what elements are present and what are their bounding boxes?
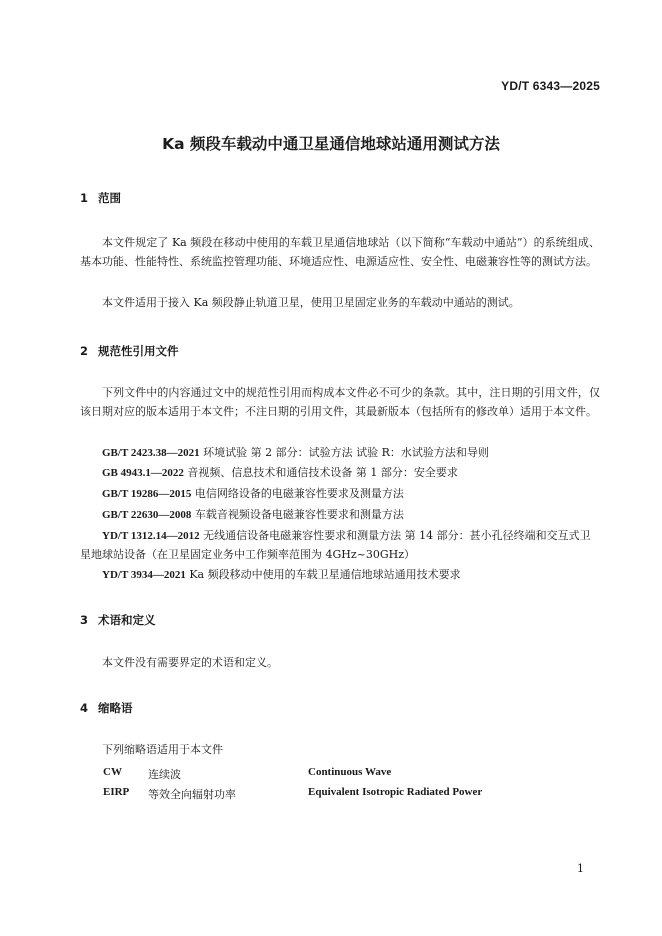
page-number: 1: [577, 862, 584, 875]
reference-item: [80, 506, 600, 525]
paragraph: 下列文件中的内容通过文中的规范性引用而构成本文件必不可少的条款。其中，注日期的引用文件，仅该日期对应的版本适用于本文件；不注日期的引用文件，其最新版本（包括所有的修改单）适用于本文件。: [80, 386, 600, 418]
section-title: 术语和定义: [98, 613, 156, 627]
abbreviation: CW: [103, 766, 122, 778]
reference-title: 音视频、信息技术和通信技术设备 第 1 部分：安全要求: [183, 466, 458, 479]
abbreviation: EIRP: [103, 786, 130, 798]
paragraph: 本文件没有需要界定的术语和定义。: [102, 656, 278, 669]
reference-title: Ka 频段移动中使用的车载卫星通信地球站通用技术要求: [185, 568, 461, 581]
section-title: 范围: [98, 191, 121, 205]
paragraph: 本文件适用于接入 Ka 频段静止轨道卫星，使用卫星固定业务的车载动中通站的测试。: [102, 296, 520, 309]
paragraph: 本文件规定了 Ka 频段在移动中使用的车载卫星通信地球站（以下简称“车载动中通站”）的系统组成、基本功能、性能特性、系统监控管理功能、环境适应性、电源适应性、安全性、电磁兼容性等的测试方法。: [80, 236, 600, 268]
section-title: 规范性引用文件: [98, 344, 179, 358]
abbreviation-english: Equivalent Isotropic Radiated Power: [308, 786, 483, 798]
reference-code: YD/T 1312.14—2012: [102, 530, 200, 542]
standard-number: YD/T 6343—2025: [501, 79, 600, 93]
section-number: 3: [80, 613, 89, 627]
reference-title: 电信网络设备的电磁兼容性要求及测量方法: [191, 487, 404, 500]
reference-item: [80, 485, 600, 504]
reference-title: 车载音视频设备电磁兼容性要求和测量方法: [191, 508, 404, 521]
abbreviation-chinese: 连续波: [148, 768, 181, 781]
reference-title: 环境试验 第 2 部分：试验方法 试验 R：水试验方法和导则: [199, 446, 489, 459]
document-title: Ka 频段车载动中通卫星通信地球站通用测试方法: [162, 135, 500, 153]
reference-code: GB/T 2423.38—2021: [102, 447, 200, 459]
reference-code: YD/T 3934—2021: [102, 569, 186, 581]
section-2-heading: [80, 343, 179, 359]
section-4-heading: [80, 700, 133, 716]
paragraph: 下列缩略语适用于本文件: [102, 743, 223, 756]
reference-item: [80, 464, 600, 483]
section-number: 2: [80, 344, 89, 358]
reference-item: [80, 566, 600, 585]
abbreviation-english: Continuous Wave: [308, 766, 392, 778]
reference-code: GB/T 22630—2008: [102, 509, 192, 521]
reference-item: [80, 527, 600, 564]
reference-title: 无线通信设备电磁兼容性要求和测量方法 第 14 部分：甚小孔径终端和交互式卫星地球站设备（在卫星固定业务中工作频率范围为 4GHz~30GHz）: [80, 529, 591, 561]
section-number: 1: [80, 191, 89, 205]
section-number: 4: [80, 701, 89, 715]
reference-code: GB/T 19286—2015: [102, 488, 192, 500]
section-1-heading: [80, 190, 121, 206]
reference-code: GB 4943.1—2022: [102, 467, 184, 479]
section-title: 缩略语: [98, 701, 133, 715]
section-3-heading: [80, 612, 156, 628]
reference-item: [80, 444, 600, 463]
abbreviation-chinese: 等效全向辐射功率: [148, 788, 236, 801]
